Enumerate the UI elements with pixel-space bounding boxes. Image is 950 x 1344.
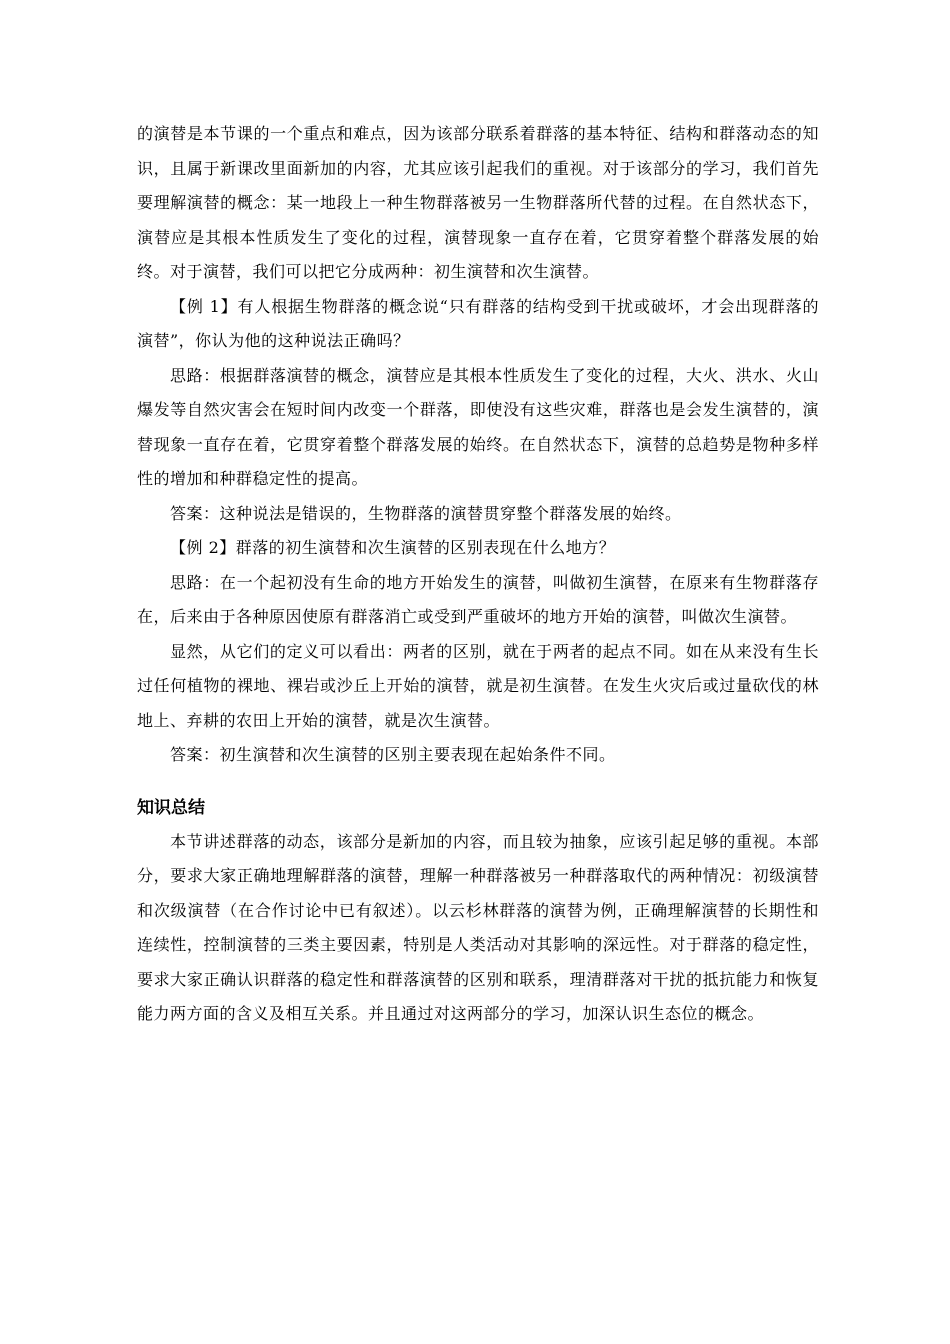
example-2-thinking: 思路：在一个起初没有生命的地方开始发生的演替，叫做初生演替，在原来有生物群落存在，后来由于各种原因使原有群落消亡或受到严重破坏的地方开始的演替，叫做次生演替。 bbox=[137, 572, 819, 626]
example-1-question: 【例 1】有人根据生物群落的概念说“只有群落的结构受到干扰或破坏，才会出现群落的演替”，你认为他的这种说法正确吗？ bbox=[137, 296, 819, 350]
summary-paragraph: 本节讲述群落的动态，该部分是新加的内容，而且较为抽象，应该引起足够的重视。本部分，要求大家正确地理解群落的演替，理解一种群落被另一种群落取代的两种情况：初级演替和次级演替（在合作讨论中已有叙述）。以云杉林群落的演替为例，正确理解演替的长期性和连续性，控制演替的三类主要因素，特别是人类活动对其影响的深远性。对于群落的稳定性，要求大家正确认识群落的稳定性和群落演替的区别和联系，理清群落对干扰的抵抗能力和恢复能力两方面的含义及相互关系。并且通过对这两部分的学习，加深认识生态位的概念。 bbox=[137, 831, 819, 1023]
intro-paragraph: 的演替是本节课的一个重点和难点，因为该部分联系着群落的基本特征、结构和群落动态的知识，且属于新课改里面新加的内容，尤其应该引起我们的重视。对于该部分的学习，我们首先要理解演替的概念：某一地段上一种生物群落被另一生物群落所代替的过程。在自然状态下，演替应是其根本性质发生了变化的过程，演替现象一直存在着，它贯穿着整个群落发展的始终。对于演替，我们可以把它分成两种：初生演替和次生演替。 bbox=[137, 124, 819, 281]
summary-heading: 知识总结 bbox=[137, 797, 205, 818]
example-2-answer: 答案：初生演替和次生演替的区别主要表现在起始条件不同。 bbox=[170, 745, 616, 764]
document-page bbox=[137, 117, 819, 1032]
example-1-thinking: 思路：根据群落演替的概念，演替应是其根本性质发生了变化的过程，大火、洪水、火山爆发等自然灾害会在短时间内改变一个群落，即使没有这些灾难，群落也是会发生演替的，演替现象一直存在着，它贯穿着整个群落发展的始终。在自然状态下，演替的总趋势是物种多样性的增加和种群稳定性的提高。 bbox=[137, 365, 819, 488]
example-2-explanation: 显然，从它们的定义可以看出：两者的区别，就在于两者的起点不同。如在从来没有生长过任何植物的裸地、裸岩或沙丘上开始的演替，就是初生演替。在发生火灾后或过量砍伐的林地上、弃耕的农田上开始的演替，就是次生演替。 bbox=[137, 641, 819, 730]
example-1-answer: 答案：这种说法是错误的，生物群落的演替贯穿整个群落发展的始终。 bbox=[170, 503, 682, 523]
example-2-question: 【例 2】群落的初生演替和次生演替的区别表现在什么地方？ bbox=[170, 538, 616, 557]
